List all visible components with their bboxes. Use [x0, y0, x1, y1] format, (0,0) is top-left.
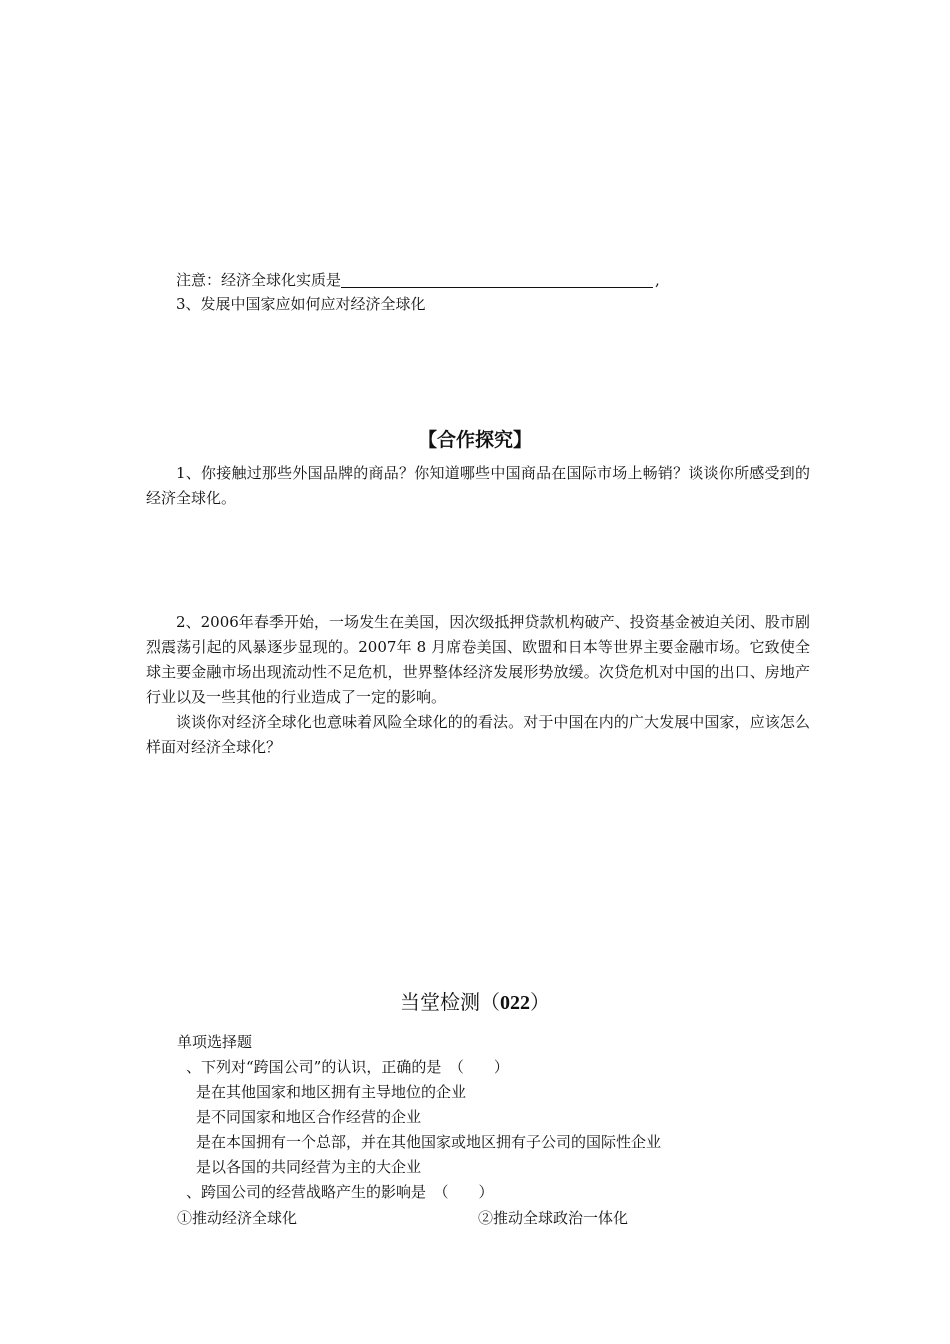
- mcq-1-option[interactable]: 是在本国拥有一个总部，并在其他国家或地区拥有子公司的国际性企业: [196, 1133, 662, 1151]
- inquiry-question-2-paragraph: 2、2006年春季开始，一场发生在美国，因次级抵押贷款机构破产、投资基金被迫关闭、股市剧烈震荡引起的风暴逐步显现的。2007年 8 月席卷美国、欧盟和日本等世界主要金融市场。它致使全球主要金融市场出现流动性不足危机，世界整体经济发展形势放缓。次贷危机对中国的出口、房地产行业以及一些其他的行业造成了一定的影响。: [146, 613, 810, 706]
- item-3: 3、发展中国家应如何应对经济全球化: [176, 295, 426, 313]
- mcq-2-option[interactable]: ②推动全球政治一体化: [478, 1209, 629, 1227]
- class-test-title-text: 当堂检测（: [400, 990, 500, 1014]
- class-test-title: [0, 987, 950, 1018]
- question-type-label: 单项选择题: [177, 1033, 253, 1051]
- mcq-1-stem: 、下列对“跨国公司”的认识，正确的是 （ ）: [186, 1058, 509, 1076]
- note-prefix: 注意：经济全球化实质是: [176, 271, 342, 289]
- class-test-number: 022: [500, 992, 530, 1014]
- inquiry-question-1: 1、你接触过那些外国品牌的商品？你知道哪些中国商品在国际市场上畅销？谈谈你所感受到的经济全球化。: [146, 464, 810, 507]
- mcq-1-option[interactable]: 是在其他国家和地区拥有主导地位的企业: [196, 1083, 467, 1101]
- mcq-1-option[interactable]: 是以各国的共同经营为主的大企业: [196, 1158, 422, 1176]
- answer-blank[interactable]: [341, 271, 653, 288]
- inquiry-question-2-prompt: 谈谈你对经济全球化也意味着风险全球化的的看法。对于中国在内的广大发展中国家，应该怎么样面对经济全球化？: [146, 713, 810, 756]
- class-test-title-close: ）: [530, 990, 550, 1014]
- cooperative-inquiry-title: 【合作探究】: [417, 429, 532, 451]
- note-line: [176, 268, 660, 292]
- mcq-1-option[interactable]: 是不同国家和地区合作经营的企业: [196, 1108, 422, 1126]
- mcq-2-stem: 、跨国公司的经营战略产生的影响是 （ ）: [186, 1183, 494, 1201]
- mcq-2-option[interactable]: ①推动经济全球化: [177, 1209, 298, 1227]
- note-suffix: ,: [655, 271, 660, 289]
